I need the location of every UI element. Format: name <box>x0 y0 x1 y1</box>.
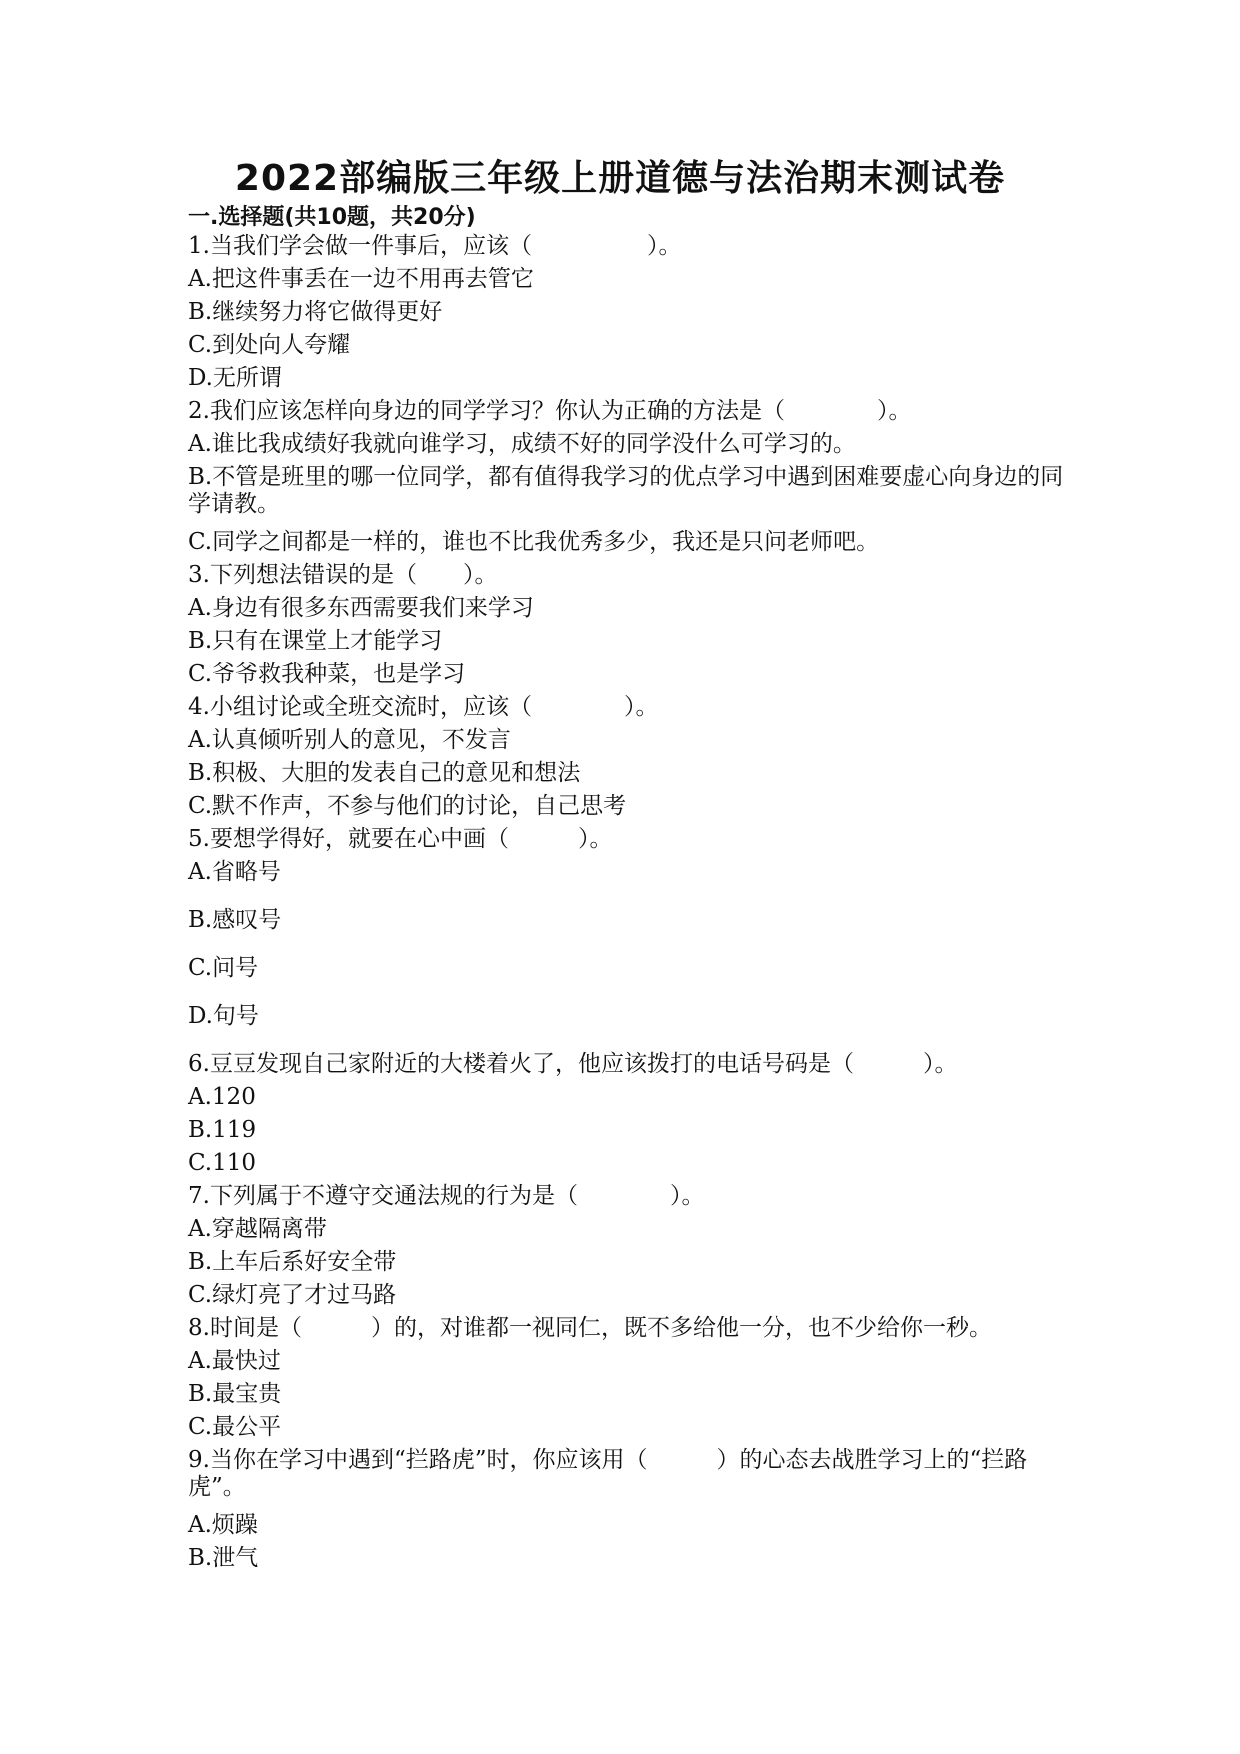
question-3-option-c: C.爷爷救我种菜，也是学习 <box>188 661 466 687</box>
question-3-option-b: B.只有在课堂上才能学习 <box>188 628 443 654</box>
question-5-option-d: D.句号 <box>188 1003 259 1029</box>
question-6-stem: 6.豆豆发现自己家附近的大楼着火了，他应该拨打的电话号码是（ ）。 <box>188 1051 958 1077</box>
question-2-option-b: B.不管是班里的哪一位同学，都有值得我学习的优点学习中遇到困难要虚心向身边的同学请教。 <box>188 464 1064 517</box>
question-4-option-c: C.默不作声，不参与他们的讨论，自己思考 <box>188 793 627 819</box>
question-6-option-c: C.110 <box>188 1150 256 1176</box>
question-8-option-a: A.最快过 <box>188 1348 281 1374</box>
question-5-option-c: C.问号 <box>188 955 259 981</box>
question-6-option-b: B.119 <box>188 1117 257 1143</box>
question-7-option-c: C.绿灯亮了才过马路 <box>188 1282 397 1308</box>
question-6-option-a: A.120 <box>188 1084 256 1110</box>
question-8-option-c: C.最公平 <box>188 1414 282 1440</box>
question-5-stem: 5.要想学得好，就要在心中画（ ）。 <box>188 826 613 852</box>
question-1-stem: 1.当我们学会做一件事后，应该（ ）。 <box>188 233 682 259</box>
question-5-option-b: B.感叹号 <box>188 907 282 933</box>
question-1-option-c: C.到处向人夸耀 <box>188 332 351 358</box>
question-9-stem: 9.当你在学习中遇到“拦路虎”时，你应该用（ ）的心态去战胜学习上的“拦路虎”。 <box>188 1447 1028 1500</box>
question-1-option-a: A.把这件事丢在一边不用再去管它 <box>188 266 534 292</box>
question-9-option-a: A.烦躁 <box>188 1512 258 1538</box>
question-3-stem: 3.下列想法错误的是（ ）。 <box>188 562 498 588</box>
question-2-stem: 2.我们应该怎样向身边的同学学习？你认为正确的方法是（ ）。 <box>188 398 912 424</box>
page-title: 2022部编版三年级上册道德与法治期末测试卷 <box>234 158 1006 199</box>
question-8-option-b: B.最宝贵 <box>188 1381 282 1407</box>
section-heading: 一.选择题(共10题，共20分) <box>188 205 476 230</box>
question-8-stem: 8.时间是（ ）的，对谁都一视同仁，既不多给他一分，也不少给你一秒。 <box>188 1315 992 1341</box>
question-7-option-a: A.穿越隔离带 <box>188 1216 327 1242</box>
question-4-option-b: B.积极、大胆的发表自己的意见和想法 <box>188 760 581 786</box>
question-2-option-a: A.谁比我成绩好我就向谁学习，成绩不好的同学没什么可学习的。 <box>188 431 856 457</box>
question-2-option-c: C.同学之间都是一样的，谁也不比我优秀多少，我还是只问老师吧。 <box>188 529 880 555</box>
question-1-option-b: B.继续努力将它做得更好 <box>188 299 443 325</box>
question-7-option-b: B.上车后系好安全带 <box>188 1249 397 1275</box>
question-7-stem: 7.下列属于不遵守交通法规的行为是（ ）。 <box>188 1183 705 1209</box>
question-5-option-a: A.省略号 <box>188 859 281 885</box>
question-4-option-a: A.认真倾听别人的意见，不发言 <box>188 727 511 753</box>
question-1-option-d: D.无所谓 <box>188 365 282 391</box>
question-9-option-b: B.泄气 <box>188 1545 259 1571</box>
question-3-option-a: A.身边有很多东西需要我们来学习 <box>188 595 534 621</box>
question-4-stem: 4.小组讨论或全班交流时，应该（ ）。 <box>188 694 659 720</box>
